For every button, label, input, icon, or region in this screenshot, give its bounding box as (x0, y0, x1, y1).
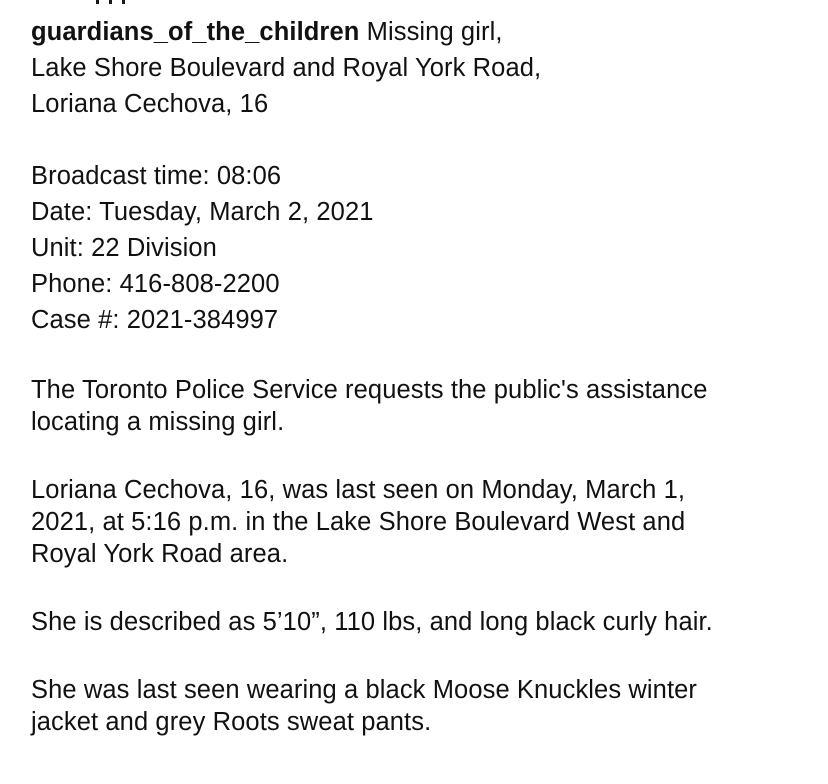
cropped-text-fragment (96, 0, 156, 4)
last-seen-paragraph-line: Royal York Road area. (31, 540, 289, 568)
caption-heading: Missing girl, (366, 18, 503, 46)
request-paragraph-line: locating a missing girl. (31, 408, 285, 436)
post-caption (31, 14, 811, 738)
spacer (31, 638, 811, 674)
last-seen-paragraph-line: 2021, at 5:16 p.m. in the Lake Shore Boulevard West and (31, 508, 686, 536)
date: Date: Tuesday, March 2, 2021 (31, 198, 374, 226)
case-number: Case #: 2021-384997 (31, 306, 279, 334)
caption-first-line (31, 14, 811, 50)
caption-person: Loriana Cechova, 16 (31, 90, 269, 118)
description-paragraph-line: She is described as 5’10”, 110 lbs, and long black curly hair. (31, 608, 713, 636)
spacer (31, 570, 811, 606)
spacer (31, 338, 811, 374)
clothing-paragraph-line: jacket and grey Roots sweat pants. (31, 708, 432, 736)
broadcast-time: Broadcast time: 08:06 (31, 162, 282, 190)
spacer (31, 438, 811, 474)
unit: Unit: 22 Division (31, 234, 217, 262)
spacer (31, 122, 811, 158)
request-paragraph-line: The Toronto Police Service requests the public's assistance (31, 376, 708, 404)
last-seen-paragraph-line: Loriana Cechova, 16, was last seen on Monday, March 1, (31, 476, 686, 504)
username-link[interactable]: guardians_of_the_children (31, 18, 360, 46)
phone: Phone: 416-808-2200 (31, 270, 280, 298)
clothing-paragraph-line: She was last seen wearing a black Moose Knuckles winter (31, 676, 697, 704)
caption-location: Lake Shore Boulevard and Royal York Road, (31, 54, 542, 82)
